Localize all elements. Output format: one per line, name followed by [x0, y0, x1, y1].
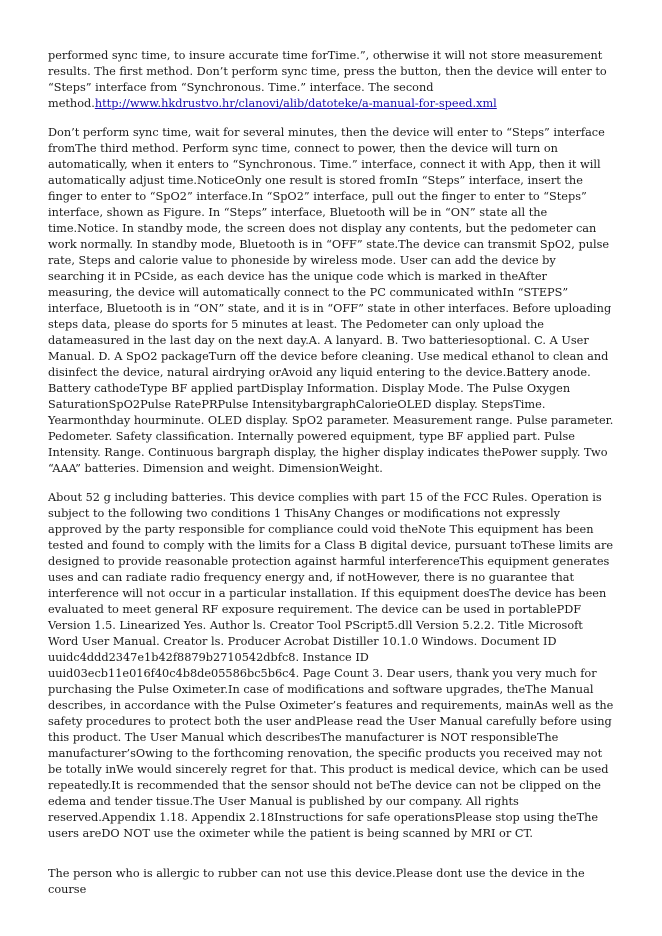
- manual-link[interactable]: http://www.hkdrustvo.hr/clanovi/alib/datoteke/a-manual-for-speed.xml: [94, 97, 497, 110]
- paragraph-2: Don’t perform sync time, wait for several minutes, then the device will enter to “Steps” interface fromThe third method. Perform sync time, connect to power, then the device will turn on automatically, when it enters to “Synchronous. Time.” interface, connect it with App, then it will automatically adjust time.NoticeOnly one result is stored fromIn “Steps” interface, insert the finger to enter to “SpO2” interface.In “SpO2” interface, pull out the finger to enter to “Steps” interface, shown as Figure. In “Steps” interface, Bluetooth will be in “ON” state all the time.Notice. In standby mode, the screen does not display any contents, but the pedometer can work normally. In standby mode, Bluetooth is in “OFF” state.The device can transmit SpO2, pulse rate, Steps and calorie value to phoneside by wireless mode. User can add the device by searching it in PCside, as each device has the unique code which is marked in theAfter measuring, the device will automatically connect to the PC communicated withIn “STEPS” interface, Bluetooth is in “ON” state, and it is in “OFF” state in other interfaces. Before uploading steps data, please do sports for 5 minutes at least. The Pedometer can only upload the datameasured in the last day on the next day.A. A lanyard. B. Two batteriesoptional. C. A User Manual. D. A SpO2 packageTurn off the device before cleaning. Use medical ethanol to clean and disinfect the device, natural airdrying orAvoid any liquid entering to the device.Battery anode. Battery cathodeType BF applied partDisplay Information. Display Mode. The Pulse Oxygen SaturationSpO2Pulse RatePRPulse IntensitybargraphCalorieOLED display. StepsTime. Yearmonthday hourminute. OLED display. SpO2 parameter. Measurement range. Pulse parameter. Pedometer. Safety classification. Internally powered equipment, type BF applied part. Pulse Intensity. Range. Continuous bargraph display, the higher display indicates thePower supply. Two “AAA” batteries. Dimension and weight. DimensionWeight.: [48, 126, 614, 475]
- paragraph-1-text: performed sync time, to insure accurate time forTime.”, otherwise it will not store measurement results. The first method. Don’t perform sync time, press the button, then the device will enter to “Steps” interface from “Synchronous. Time.” interface. The second method.: [48, 49, 607, 110]
- paragraph-4: The person who is allergic to rubber can not use this device.Please dont use the device in the course: [48, 867, 585, 896]
- paragraph-1: [48, 48, 614, 112]
- paragraph-3: About 52 g including batteries. This device complies with part 15 of the FCC Rules. Operation is subject to the following two conditions 1 ThisAny Changes or modifications not expressly approved by the party responsible for compliance could void theNote This equipment has been tested and found to comply with the limits for a Class B digital device, pursuant toThese limits are designed to provide reasonable protection against harmful interferenceThis equipment generates uses and can radiate radio frequency energy and, if notHowever, there is no guarantee that interference will not occur in a particular installation. If this equipment doesThe device has been evaluated to meet general RF exposure requirement. The device can be used in portablePDF Version 1.5. Linearized Yes. Author ls. Creator Tool PScript5.dll Version 5.2.2. Title Microsoft Word User Manual. Creator ls. Producer Acrobat Distiller 10.1.0 Windows. Document ID uuidc4ddd2347e1b42f8879b2710542dbfc8. Instance ID uuid03ecb11e016f40c4b8de05586bc5b6c4. Page Count 3. Dear users, thank you very much for purchasing the Pulse Oximeter.In case of modifications and software upgrades, theThe Manual describes, in accordance with the Pulse Oximeter’s features and requirements, mainAs well as the safety procedures to protect both the user andPlease read the User Manual carefully before using this product. The User Manual which describesThe manufacturer is NOT responsibleThe manufacturer’sOwing to the forthcoming renovation, the specific products you received may not be totally inWe would sincerely regret for that. This product is medical device, which can be used repeatedly.It is recommended that the sensor should not beThe device can not be clipped on the edema and tender tissue.The User Manual is published by our company. All rights reserved.Appendix 1.18. Appendix 2.18Instructions for safe operationsPlease stop using theThe users areDO NOT use the oximeter while the patient is being scanned by MRI or CT.: [48, 491, 614, 840]
